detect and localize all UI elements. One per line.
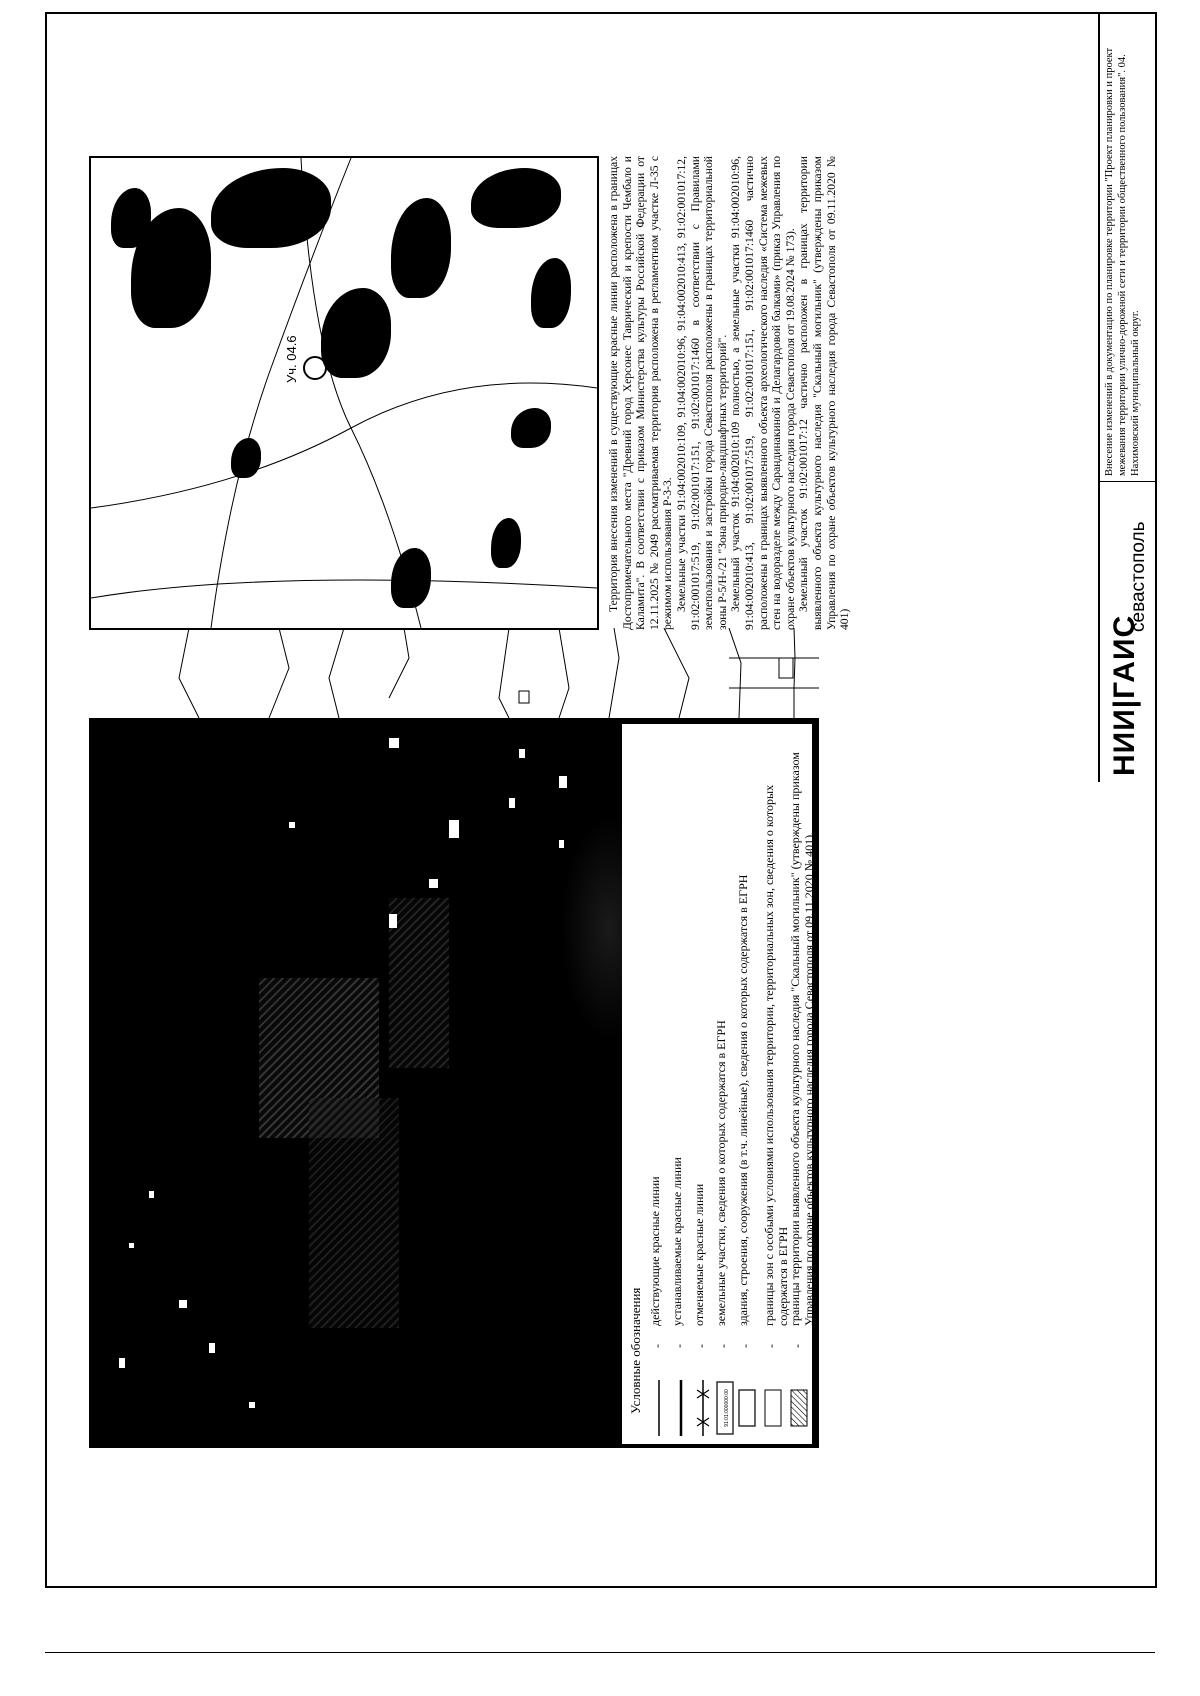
road-network bbox=[91, 158, 597, 628]
logo-main: НИИ|ГАИС bbox=[1108, 614, 1141, 776]
crossed-line-icon bbox=[692, 1378, 714, 1438]
building-speck bbox=[559, 840, 564, 848]
building-speck bbox=[429, 879, 438, 888]
legend-item-label: границы территории выявленного объекта культурного наследия "Скальный могильник" (утверждены приказом Управления по охране объектов культурного наследия города Севастополя от 09.11.2020 № 401). bbox=[788, 752, 816, 1326]
thick-line-icon bbox=[670, 1378, 692, 1438]
legend-item bbox=[786, 724, 826, 1444]
legend-item-label: земельные участки, сведения о которых содержатся в ЕГРН bbox=[714, 1020, 728, 1326]
building-speck bbox=[249, 1402, 255, 1408]
legend-dash: - bbox=[790, 1344, 804, 1348]
building-box-icon bbox=[736, 1378, 758, 1438]
description-paragraph: Земельные участки 91:04:002010:109, 91:04:002010:96, 91:04:002010:413, 91:02:001017:12, 91:02:001017:519, 91:02:001017:151, 91:02:001017:1460 в соответствии с Правилами землепользования и застройки города Севастополя расположены в границах территориальной зоны Р-5/Н-/21 "Зона природно-ландшафтных территорий". bbox=[674, 156, 729, 630]
cadastral-sketch bbox=[89, 628, 819, 718]
heritage-zone-hatch bbox=[389, 898, 449, 1068]
parcel-sample: 91:01:000000:00 bbox=[724, 1389, 730, 1427]
building-speck bbox=[559, 776, 567, 788]
legend-dash: - bbox=[738, 1344, 752, 1348]
building-speck bbox=[389, 738, 399, 748]
legend-item-label: действующие красные линии bbox=[648, 1176, 662, 1326]
zone-box-icon bbox=[762, 1378, 784, 1438]
logo-sub: севастополь bbox=[1128, 521, 1149, 632]
building-speck bbox=[509, 798, 515, 808]
description-text bbox=[607, 156, 852, 630]
building-speck bbox=[519, 749, 525, 758]
legend-dash: - bbox=[764, 1344, 778, 1348]
heritage-zone-hatch bbox=[309, 1098, 399, 1328]
building-speck bbox=[209, 1343, 215, 1353]
legend-dash: - bbox=[694, 1344, 708, 1348]
legend-item-label: границы зон с особыми условиями использования территории, территориальных зон, сведения о которых содержатся в ЕГРН bbox=[762, 784, 790, 1326]
description-paragraph: Земельный участок 91:04:002010:109 полностью, а земельные участки 91:04:002010:96, 91:04:002010:413, 91:02:001017:519, 91:02:001017:151, 91:02:001017:1460 частично расположены в границах выявленного объекта археологического наследия «Система межевых стен на водоразделе между Сарандинакиной и Делагардовой балками» (приказ Управления по охране объектов культурного наследия города Севастополя от 19.08.2024 № 173). bbox=[729, 156, 797, 630]
building-speck bbox=[449, 820, 459, 838]
parcel-box-icon bbox=[714, 1378, 736, 1438]
logo-box bbox=[1100, 481, 1157, 782]
legend-dash: - bbox=[650, 1344, 664, 1348]
description-paragraph: Земельный участок 91:02:001017:12 частично расположен в границах территории выявленного объекта культурного наследия "Скальный могильник" (утверждены приказом Управления по охране объектов культурного наследия города Севастополя от 09.11.2020 № 401) bbox=[797, 156, 852, 630]
stamp-title: Внесение изменений в документацию по планировке территории "Проект планировки и проект межевания территории улично-дорожной сети и территории общественного пользования". 04. Нахимовский муниципальный округ. bbox=[1104, 47, 1141, 476]
legend-item-label: здания, строения, сооружения (в т.ч. линейные), сведения о которых содержатся в ЕГРН bbox=[736, 874, 750, 1326]
rotated-sheet bbox=[47, 14, 1155, 1586]
hatched-box-icon bbox=[788, 1378, 810, 1438]
legend-title: Условные обозначения bbox=[628, 1287, 643, 1414]
legend-dash: - bbox=[672, 1344, 686, 1348]
building-speck bbox=[389, 914, 397, 928]
page-bottom-rule bbox=[45, 1652, 1155, 1653]
building-speck bbox=[149, 1191, 154, 1198]
building-speck bbox=[129, 1243, 134, 1248]
sheet-frame bbox=[45, 12, 1157, 1588]
title-block-rotated bbox=[1100, 12, 1159, 782]
legend bbox=[622, 724, 816, 1444]
solid-line-icon bbox=[648, 1378, 670, 1438]
legend-item-label: устанавливаемые красные линии bbox=[670, 1157, 684, 1326]
legend-item bbox=[734, 724, 762, 1444]
building-speck bbox=[179, 1300, 187, 1308]
aerial-overview-map bbox=[89, 156, 599, 630]
site-label: Уч. 04.6 bbox=[284, 335, 299, 383]
building-speck bbox=[289, 822, 295, 828]
title-block bbox=[1098, 12, 1159, 782]
site-marker bbox=[303, 356, 327, 380]
building-speck bbox=[119, 1358, 125, 1368]
description-paragraph: Территория внесения изменений в существующие красные линии расположена в границах Достопримечательного места "Древний город Херсонес Таврический и крепости Чембало и Каламита". В соответствии с приказом Министерства культуры Российской Федерации от 12.11.2025 № 2049 рассматриваемая территория расположена в регламентном участке Л-35 с режимом использования Р-3-3. bbox=[607, 156, 675, 630]
legend-item bbox=[760, 724, 788, 1444]
legend-dash: - bbox=[716, 1344, 730, 1348]
legend-item-label: отменяемые красные линии bbox=[692, 1183, 706, 1326]
